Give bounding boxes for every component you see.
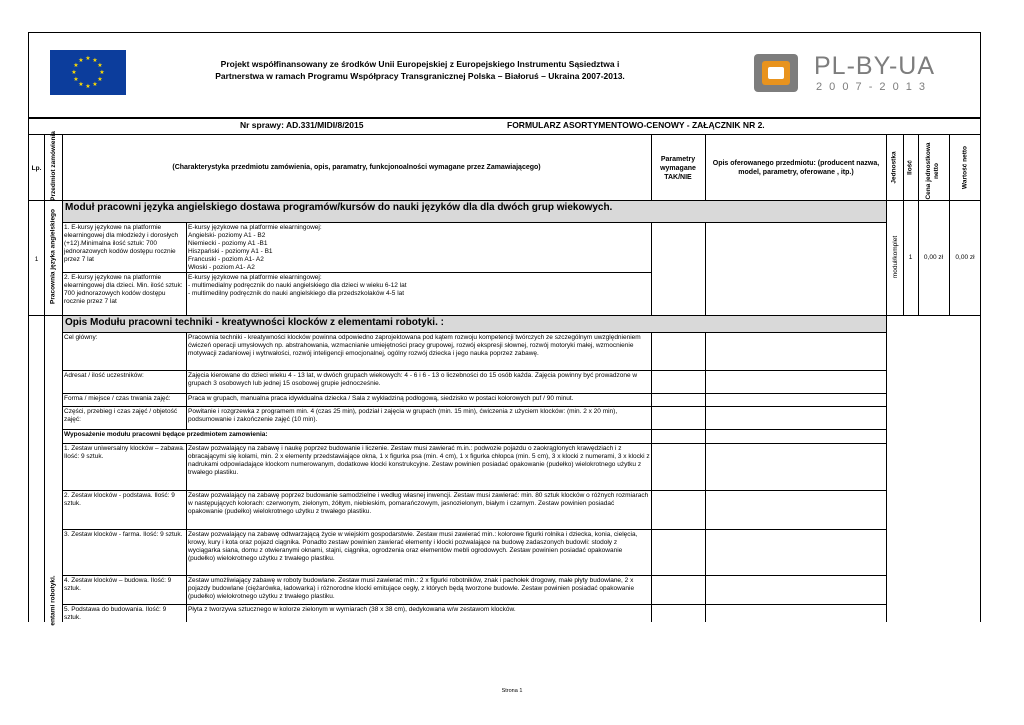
- section2-row3-name: Forma / miejsce / czas trwania zajęć:: [64, 395, 171, 402]
- page-number: Strona 1: [501, 688, 523, 694]
- section2-row2-name: Adresat / ilość uczestników:: [64, 372, 144, 379]
- form-title: FORMULARZ ASORTYMENTOWO-CENOWY - ZAŁĄCZNIK NR 2.: [507, 120, 765, 130]
- section1-item1-name: 1. E-kursy językowe na platformie elearningowej dla młodzieży i dorosłych (+12).Minimalna ilość sztuk: 700 jednorazowych kodów dostępu rocznie przez 7 lat: [64, 224, 179, 263]
- section1-title: Moduł pracowni języka angielskiego dostawa programów/kursów do nauki języków dla dla dwóch grup wiekowych.: [65, 202, 613, 213]
- svg-text:★: ★: [97, 62, 103, 69]
- section2-row2-desc: Zajęcia kierowane do dzieci wieku 4 - 13 lat, w dwóch grupach wiekowych: 4 - 6 i 6 - 13 o liczebności do 15 osób każda. Zajęcia powinny być prowadzone w grupach 3 osobowych lub jednej 15 osobowej grupie jednocześnie.: [188, 372, 638, 387]
- logo-main-text: PL-BY-UA: [814, 52, 936, 80]
- svg-text:★: ★: [99, 69, 105, 76]
- svg-text:★: ★: [78, 57, 84, 64]
- project-title: [160, 58, 680, 82]
- col-parametry: Parametry wymagane TAK/NIE: [660, 156, 696, 181]
- svg-text:★: ★: [85, 83, 91, 90]
- section1-price: 0,00 zł: [923, 254, 944, 261]
- section2-title: Opis Modułu pracowni techniki - kreatywności klocków z elementami robotyki. :: [65, 317, 444, 328]
- case-number: Nr sprawy: AD.331/MIDI/8/2015: [240, 120, 364, 130]
- svg-text:★: ★: [92, 81, 98, 88]
- section2-row1-name: Cel główny:: [64, 334, 98, 341]
- section1-qty: 1: [908, 254, 913, 261]
- section1-value: 0,00 zł: [955, 254, 975, 261]
- equipment-2-desc: Zestaw pozwalający na zabawę poprzez budowanie samodzielne i według własnej inwencji. Zestaw musi zawierać: min. 80 sztuk klocków o różnych rozmiarach w następujących kolorach: czerwonym, zielonym, żółtym, niebieskim, pomarańczowym, jasnozielonym, białym i czarnym. Zestaw powinien posiadać opakowanie (pudełko) wielokrotnego użytku z trwałego plastiku.: [188, 492, 649, 515]
- col-charakterystyka: (Charakterystyka przedmiotu zamówienia, opis, paramatry, funkcjonoalności wymagane przez Zamawiającego): [172, 164, 541, 171]
- project-line-1: Projekt współfinansowany ze środków Unii Europejskiej z Europejskiego Instrumentu Sąsiedztwa i: [220, 59, 620, 69]
- col-opis-oferowanego: Opis oferowanego przedmiotu: (producent nazwa, model, parametry, oferowane , itp.): [712, 160, 880, 176]
- equipment-3-desc: Zestaw pozwalający na zabawę odtwarzającą życie w wiejskim gospodarstwie. Zestaw musi zawierać min.: kolorowe figurki rolnika i dziecka, konia, cielęcia, krowy, kury i kota oraz pojazd ciągnika. Ponadto zestaw powinien zawierać elementy i klocki pozwalające na budowę zadaszonych budowli: stodoły z wyciągarka siana, domu z otwieranymi oknami, stajni, ciągnika, ogrodzenia oraz elementów mebli ogrodowych. Zestaw powinien posiadać opakowanie (pudełko) wielokrotnego użytku z trwałego plastiku.: [188, 531, 638, 562]
- equipment-1-desc: Zestaw pozwalający na zabawę i naukę poprzez budowanie i liczenie. Zestaw musi zawierać m.in.: podwozie pojazdu o zaokrąglonych krawędziach i z obracającymi się kołami, min. 2 x elementy przedstawiające okna, 1 x figurka psa (min. 4 cm), 1 x figurka chłopca (min. 5 cm), 3 x klocki z numerami, 3 x klocki z nadrukami odpowiadające klockom numerowanym, dodatkowe klocki konstrukcyjne. Zestaw powinien posiadać opakowanie (pudełko) wielokrotnego użytku z trwałego plastiku.: [188, 445, 650, 476]
- svg-text:★: ★: [78, 81, 84, 88]
- eu-flag-icon: [50, 50, 126, 95]
- svg-text:★: ★: [73, 76, 79, 83]
- section1-item2-desc: E-kursy językowe na platformie elearningowej: - multimedialny podręcznik do nauki angielskiego dla dzieci w wieku 6-12 lat - multimedilny podręcznik do nauki angielskiego dla przedszkolaków 4-5 lat: [188, 274, 407, 297]
- equipment-5-name: 5. Podstawa do budowania. Ilość: 9 sztuk.: [64, 606, 167, 621]
- section1-lp: 1: [34, 256, 39, 263]
- equipment-2-name: 2. Zestaw klocków - podstawa. Ilość: 9 sztuk.: [64, 492, 175, 507]
- equipment-3-name: 3. Zestaw klocków - farma. Ilość: 9 sztuk.: [64, 531, 183, 538]
- section1-item1-desc: E-kursy językowe na platformie elearningowej: Angielski- poziomy A1 - B2 Niemiecki - poziomy A1 -B1 Hiszpański - poziomy A1 - B1 Francuski - poziom A1- A2 Włoski - poziom A1- A2: [188, 224, 322, 271]
- section2-row3-desc: Praca w grupach, manualna praca idywidualna dziecka / Sala z wykładziną podłogową, siedzisko w postaci kolorowych puf / 90 minut.: [188, 395, 574, 402]
- section2-row4-desc: Powitanie i rozgrzewka z programem min. 4 (czas 25 min), podział i zajęcia w grupach (min. 15 min), ćwiczenia z użyciem klocków: (min. 2 x 20 min), podsumowanie i zakończenie zajęć (10 min).: [188, 408, 618, 423]
- program-logo: [752, 52, 952, 98]
- svg-text:★: ★: [97, 76, 103, 83]
- equipment-1-name: 1. Zestaw uniwersalny klocków – zabawa. Ilość: 9 sztuk.: [64, 445, 185, 460]
- col-przedmiot: Przedmiot zamówienia: [50, 131, 57, 201]
- svg-text:★: ★: [71, 69, 77, 76]
- logo-mark-icon: [752, 52, 802, 94]
- section2-side-label: entami robotyki.: [49, 575, 57, 626]
- section2-row4-name: Części, przebieg i czas zajęć / objetość zajęć:: [64, 408, 178, 423]
- col-jednostka: Jednostka: [890, 151, 898, 184]
- section1-side-label: Pracownia języka angielskiego: [49, 209, 57, 305]
- col-wartosc: Wartość netto: [961, 145, 969, 190]
- logo-years-text: 2 0 0 7 - 2 0 1 3: [816, 81, 928, 93]
- section2-row1-desc: Pracownia techniki - kreatywności klocków powinna odpowiedno zaprojektowana pod kątem rozwoju kompetencji twórczych ze szczególnym uwzględnieniem ćwiczeń operacji umysłowych np. abstrahowania, wzmacnianie umiejętności pracy grupowej, rozwój ekspresji słownej, rozwój motoryki małej, wzmocnienie motywacji zadaniowej i wytrwałości, rozwój inteligencji emocjonalnej, ogólny rozwój dziecka i jego nauka poprzez zabawę.: [188, 334, 641, 357]
- col-ilosc: Ilość: [906, 160, 914, 175]
- project-line-2: Partnerstwa w ramach Programu Współpracy Transgranicznej Polska – Białoruś – Ukraina 2007-2013.: [215, 71, 625, 81]
- section1-item2-name: 2. E-kursy językowe na platformie elearningowej dla dzieci. Min. ilość sztuk: 700 jednorazowych kodów dostępu rocznie przez 7 lat: [64, 274, 183, 305]
- svg-text:★: ★: [92, 57, 98, 64]
- equipment-4-desc: Zestaw umożliwiający zabawę w roboty budowlane. Zestaw musi zawierać min.: 2 x figurki robotników, znak i pachołek drogowy, małe płyty budowlane, 2 x pojazdy budowlane (ciężarówka, ładowarka) i różnorodne klocki emitujące cegły, z których będą tworzone budowle. Zestaw powinien posiadać opakowanie (pudełko) wielokrotnego użytku z trwałego plastiku.: [188, 577, 635, 600]
- equipment-4-name: 4. Zestaw klocków – budowa. Ilość: 9 sztuk.: [64, 577, 172, 592]
- equipment-title: Wyposażenie modułu pracowni będące przedmiotem zamowienia:: [64, 431, 268, 438]
- col-lp: Lp.: [31, 165, 42, 172]
- svg-text:★: ★: [85, 55, 91, 62]
- section1-unit: moduł/komplet: [892, 235, 899, 279]
- svg-text:★: ★: [73, 62, 79, 69]
- col-cena: Cena jednostkowa netto: [925, 142, 940, 200]
- equipment-5-desc: Płyta z tworzywa sztucznego w kolorze zielonym w wymiarach (38 x 38 cm), dedykowana w/w zestawom klocków.: [188, 606, 516, 613]
